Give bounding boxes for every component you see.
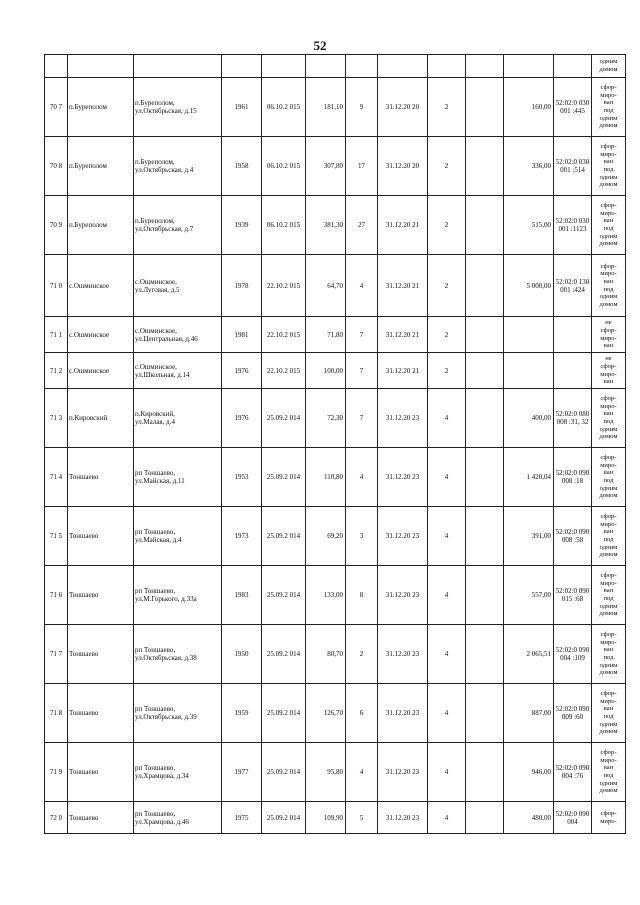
cell-extra bbox=[466, 743, 504, 802]
cell-date: 25.09.2 014 bbox=[262, 625, 306, 684]
cell-empty bbox=[306, 55, 346, 78]
cell-residents: 9 bbox=[346, 78, 378, 137]
cell-address: с.Ошминское, ул.Центральная, д.46 bbox=[134, 317, 222, 353]
cell-year-built: 1977 bbox=[222, 743, 262, 802]
cell-residents: 3 bbox=[346, 507, 378, 566]
cell-cost bbox=[504, 317, 554, 353]
cell-settlement: п.Буреполом bbox=[68, 78, 134, 137]
cell-address: рп Тоншаево, ул.М.Горького, д.33а bbox=[134, 566, 222, 625]
cell-land-status: сфор- миро- ван под одним домом bbox=[592, 684, 626, 743]
table-row bbox=[45, 684, 626, 743]
cell-year-built: 1939 bbox=[222, 196, 262, 255]
cell-number: 71 2 bbox=[45, 353, 68, 389]
cell-date: 25.09.2 014 bbox=[262, 389, 306, 448]
cell-land-status: одним домом bbox=[592, 55, 626, 78]
cell-number: 70 7 bbox=[45, 78, 68, 137]
table-row bbox=[45, 137, 626, 196]
cell-deadline: 31.12.20 23 bbox=[378, 743, 428, 802]
cell-land-status: сфор- миро- ван под одним домом bbox=[592, 137, 626, 196]
table-row bbox=[45, 389, 626, 448]
housing-registry-table bbox=[44, 54, 626, 834]
cell-residents: 7 bbox=[346, 389, 378, 448]
cell-cadastral-number: 52:02:0 090004 :109 bbox=[554, 625, 592, 684]
table-row bbox=[45, 78, 626, 137]
cell-extra bbox=[466, 802, 504, 834]
cell-deadline: 31.12.20 21 bbox=[378, 196, 428, 255]
cell-cadastral-number: 52:02:0 090015 :68 bbox=[554, 566, 592, 625]
cell-number: 71 6 bbox=[45, 566, 68, 625]
cell-land-status: сфор- миро- ван под одним домом bbox=[592, 255, 626, 317]
cell-settlement: Тоншаево bbox=[68, 625, 134, 684]
cell-empty bbox=[68, 55, 134, 78]
cell-deadline: 31.12.20 23 bbox=[378, 802, 428, 834]
cell-address: п.Буреполом, ул.Октябрьская, д.7 bbox=[134, 196, 222, 255]
cell-settlement: п.Буреполом bbox=[68, 196, 134, 255]
cell-address: рп Тоншаево, ул.Октябрьская, д.38 bbox=[134, 625, 222, 684]
cell-year-built: 1958 bbox=[222, 137, 262, 196]
cell-year-built: 1976 bbox=[222, 353, 262, 389]
cell-residents: 6 bbox=[346, 684, 378, 743]
cell-residents: 2 bbox=[346, 625, 378, 684]
cell-cadastral-number bbox=[554, 317, 592, 353]
cell-extra bbox=[466, 448, 504, 507]
table-row bbox=[45, 566, 626, 625]
cell-extra bbox=[466, 317, 504, 353]
cell-date: 22.10.2 015 bbox=[262, 317, 306, 353]
cell-cost: 1 420,04 bbox=[504, 448, 554, 507]
cell-stage: 2 bbox=[428, 137, 466, 196]
cell-area: 64,70 bbox=[306, 255, 346, 317]
cell-address: рп Тоншаево, ул.Храмцова, д.46 bbox=[134, 802, 222, 834]
cell-land-status: сфор- миро- ван под одним домом bbox=[592, 507, 626, 566]
cell-cost: 391,00 bbox=[504, 507, 554, 566]
cell-year-built: 1981 bbox=[222, 317, 262, 353]
cell-residents: 5 bbox=[346, 802, 378, 834]
cell-stage: 2 bbox=[428, 317, 466, 353]
cell-number: 70 8 bbox=[45, 137, 68, 196]
cell-date: 25.09.2 014 bbox=[262, 684, 306, 743]
cell-cadastral-number: 52:02:0 030001 :514 bbox=[554, 137, 592, 196]
table-row bbox=[45, 353, 626, 389]
cell-extra bbox=[466, 625, 504, 684]
cell-cost: 946,00 bbox=[504, 743, 554, 802]
cell-stage: 4 bbox=[428, 507, 466, 566]
cell-settlement: Тоншаево bbox=[68, 566, 134, 625]
cell-cost: 2 065,51 bbox=[504, 625, 554, 684]
cell-number: 71 9 bbox=[45, 743, 68, 802]
cell-deadline: 31.12.20 23 bbox=[378, 566, 428, 625]
cell-number: 71 5 bbox=[45, 507, 68, 566]
table-row bbox=[45, 625, 626, 684]
cell-cost: 400,00 bbox=[504, 389, 554, 448]
cell-stage: 4 bbox=[428, 566, 466, 625]
cell-area: 100,00 bbox=[306, 353, 346, 389]
cell-number: 71 8 bbox=[45, 684, 68, 743]
cell-residents: 4 bbox=[346, 448, 378, 507]
cell-number: 71 0 bbox=[45, 255, 68, 317]
cell-date: 25.09.2 014 bbox=[262, 566, 306, 625]
cell-empty bbox=[428, 55, 466, 78]
cell-date: 22.10.2 015 bbox=[262, 353, 306, 389]
cell-extra bbox=[466, 255, 504, 317]
cell-residents: 4 bbox=[346, 255, 378, 317]
cell-date: 25.09.2 014 bbox=[262, 802, 306, 834]
cell-area: 72,30 bbox=[306, 389, 346, 448]
cell-deadline: 31.12.20 23 bbox=[378, 625, 428, 684]
cell-stage: 4 bbox=[428, 684, 466, 743]
cell-deadline: 31.12.20 21 bbox=[378, 317, 428, 353]
cell-empty bbox=[262, 55, 306, 78]
cell-date: 06.10.2 015 bbox=[262, 196, 306, 255]
cell-cost: 480,00 bbox=[504, 802, 554, 834]
cell-settlement: с.Ошминское bbox=[68, 317, 134, 353]
cell-extra bbox=[466, 137, 504, 196]
cell-stage: 4 bbox=[428, 448, 466, 507]
cell-area: 307,80 bbox=[306, 137, 346, 196]
cell-year-built: 1959 bbox=[222, 684, 262, 743]
table-row bbox=[45, 448, 626, 507]
cell-empty bbox=[554, 55, 592, 78]
cell-cadastral-number: 52:02:0 090008 :18 bbox=[554, 448, 592, 507]
cell-empty bbox=[378, 55, 428, 78]
cell-settlement: с.Ошминское bbox=[68, 353, 134, 389]
cell-extra bbox=[466, 566, 504, 625]
cell-cadastral-number: 52:02:0 090009 :60 bbox=[554, 684, 592, 743]
cell-deadline: 31.12.20 23 bbox=[378, 684, 428, 743]
cell-land-status: сфор- миро- ван под одним домом bbox=[592, 448, 626, 507]
cell-stage: 4 bbox=[428, 625, 466, 684]
cell-cadastral-number: 52:02:0 030001 :445 bbox=[554, 78, 592, 137]
cell-extra bbox=[466, 507, 504, 566]
cell-number: 72 0 bbox=[45, 802, 68, 834]
cell-address: рп Тоншаево, ул.Майская, д.11 bbox=[134, 448, 222, 507]
cell-land-status: сфор- миро- ван под одним домом bbox=[592, 196, 626, 255]
cell-land-status: сфор- миро- ван под одним домом bbox=[592, 78, 626, 137]
cell-stage: 2 bbox=[428, 255, 466, 317]
cell-empty bbox=[504, 55, 554, 78]
cell-address: с.Ошминское, ул.Школьная, д.14 bbox=[134, 353, 222, 389]
cell-empty bbox=[134, 55, 222, 78]
cell-empty bbox=[346, 55, 378, 78]
cell-settlement: с.Ошминское bbox=[68, 255, 134, 317]
cell-cadastral-number: 52:02:0 030001 :1123 bbox=[554, 196, 592, 255]
cell-address: п.Буреполом, ул.Октябрьская, д.15 bbox=[134, 78, 222, 137]
table-row-continuation bbox=[45, 55, 626, 78]
cell-land-status: сфор- миро- ван под одним домом bbox=[592, 625, 626, 684]
page-number: 52 bbox=[313, 38, 327, 53]
table-row bbox=[45, 255, 626, 317]
cell-area: 133,00 bbox=[306, 566, 346, 625]
cell-land-status: не сфор- миро- ван bbox=[592, 353, 626, 389]
cell-cadastral-number: 52:02:0 130001 :424 bbox=[554, 255, 592, 317]
table-body bbox=[45, 55, 626, 834]
cell-stage: 4 bbox=[428, 389, 466, 448]
cell-date: 22.10.2 015 bbox=[262, 255, 306, 317]
cell-stage: 2 bbox=[428, 353, 466, 389]
cell-address: п.Буреполом, ул.Октябрьская, д.4 bbox=[134, 137, 222, 196]
cell-land-status: не сфор- миро- ван bbox=[592, 317, 626, 353]
cell-settlement: п.Кировский bbox=[68, 389, 134, 448]
cell-date: 25.09.2 014 bbox=[262, 448, 306, 507]
cell-cadastral-number: 52:02:0 080008 :31, 32 bbox=[554, 389, 592, 448]
cell-date: 06.10.2 015 bbox=[262, 78, 306, 137]
cell-residents: 7 bbox=[346, 353, 378, 389]
cell-cadastral-number: 52:02:0 090004 :76 bbox=[554, 743, 592, 802]
cell-number: 71 4 bbox=[45, 448, 68, 507]
cell-settlement: Тоншаево bbox=[68, 448, 134, 507]
cell-residents: 8 bbox=[346, 566, 378, 625]
cell-deadline: 31.12.20 23 bbox=[378, 507, 428, 566]
cell-year-built: 1978 bbox=[222, 255, 262, 317]
cell-deadline: 31.12.20 21 bbox=[378, 255, 428, 317]
cell-area: 126,70 bbox=[306, 684, 346, 743]
cell-stage: 4 bbox=[428, 743, 466, 802]
cell-year-built: 1983 bbox=[222, 566, 262, 625]
cell-deadline: 31.12.20 20 bbox=[378, 78, 428, 137]
table-row bbox=[45, 507, 626, 566]
cell-address: рп Тоншаево, ул.Майская, д.4 bbox=[134, 507, 222, 566]
cell-stage: 2 bbox=[428, 196, 466, 255]
cell-settlement: п.Буреполом bbox=[68, 137, 134, 196]
cell-extra bbox=[466, 78, 504, 137]
cell-year-built: 1953 bbox=[222, 448, 262, 507]
table-row bbox=[45, 196, 626, 255]
cell-cadastral-number bbox=[554, 353, 592, 389]
cell-area: 109,90 bbox=[306, 802, 346, 834]
cell-extra bbox=[466, 684, 504, 743]
cell-area: 381,30 bbox=[306, 196, 346, 255]
cell-extra bbox=[466, 353, 504, 389]
cell-land-status: сфор- миро- ван под одним домом bbox=[592, 566, 626, 625]
cell-cost bbox=[504, 353, 554, 389]
cell-empty bbox=[45, 55, 68, 78]
cell-area: 71,80 bbox=[306, 317, 346, 353]
cell-stage: 4 bbox=[428, 802, 466, 834]
cell-empty bbox=[222, 55, 262, 78]
cell-deadline: 31.12.20 20 bbox=[378, 137, 428, 196]
cell-area: 80,70 bbox=[306, 625, 346, 684]
table-row bbox=[45, 317, 626, 353]
cell-cost: 160,00 bbox=[504, 78, 554, 137]
cell-cost: 5 000,00 bbox=[504, 255, 554, 317]
cell-date: 06.10.2 015 bbox=[262, 137, 306, 196]
cell-date: 25.09.2 014 bbox=[262, 743, 306, 802]
cell-settlement: Тоншаево bbox=[68, 684, 134, 743]
cell-year-built: 1961 bbox=[222, 78, 262, 137]
cell-date: 25.09.2 014 bbox=[262, 507, 306, 566]
cell-land-status: сфор- миро- bbox=[592, 802, 626, 834]
cell-address: рп Тоншаево, ул.Храмцова, д.34 bbox=[134, 743, 222, 802]
cell-area: 69,20 bbox=[306, 507, 346, 566]
cell-address: рп Тоншаево, ул.Октябрьская, д.39 bbox=[134, 684, 222, 743]
cell-land-status: сфор- миро- ван под одним домом bbox=[592, 389, 626, 448]
cell-cost: 557,00 bbox=[504, 566, 554, 625]
cell-number: 71 1 bbox=[45, 317, 68, 353]
cell-settlement: Тоншаево bbox=[68, 743, 134, 802]
cell-settlement: Тоншаево bbox=[68, 802, 134, 834]
cell-area: 95,80 bbox=[306, 743, 346, 802]
cell-cost: 887,00 bbox=[504, 684, 554, 743]
cell-year-built: 1975 bbox=[222, 802, 262, 834]
cell-area: 181,10 bbox=[306, 78, 346, 137]
table-row bbox=[45, 802, 626, 834]
cell-extra bbox=[466, 196, 504, 255]
cell-address: с.Ошминское, ул.Луговая, д.5 bbox=[134, 255, 222, 317]
cell-year-built: 1976 bbox=[222, 389, 262, 448]
cell-residents: 27 bbox=[346, 196, 378, 255]
cell-cost: 336,00 bbox=[504, 137, 554, 196]
cell-deadline: 31.12.20 21 bbox=[378, 353, 428, 389]
cell-stage: 2 bbox=[428, 78, 466, 137]
cell-number: 70 9 bbox=[45, 196, 68, 255]
cell-empty bbox=[466, 55, 504, 78]
cell-residents: 17 bbox=[346, 137, 378, 196]
cell-cost: 515,00 bbox=[504, 196, 554, 255]
cell-number: 71 3 bbox=[45, 389, 68, 448]
cell-land-status: сфор- миро- ван под одним домом bbox=[592, 743, 626, 802]
cell-residents: 4 bbox=[346, 743, 378, 802]
cell-cadastral-number: 52:02:0 090004 bbox=[554, 802, 592, 834]
cell-deadline: 31.12.20 23 bbox=[378, 389, 428, 448]
cell-area: 110,80 bbox=[306, 448, 346, 507]
cell-cadastral-number: 52:02:0 090008 :58 bbox=[554, 507, 592, 566]
cell-extra bbox=[466, 389, 504, 448]
cell-year-built: 1973 bbox=[222, 507, 262, 566]
cell-settlement: Тоншаево bbox=[68, 507, 134, 566]
cell-address: п.Кировский, ул.Малая, д.4 bbox=[134, 389, 222, 448]
cell-deadline: 31.12.20 23 bbox=[378, 448, 428, 507]
cell-year-built: 1950 bbox=[222, 625, 262, 684]
cell-number: 71 7 bbox=[45, 625, 68, 684]
table-row bbox=[45, 743, 626, 802]
cell-residents: 7 bbox=[346, 317, 378, 353]
